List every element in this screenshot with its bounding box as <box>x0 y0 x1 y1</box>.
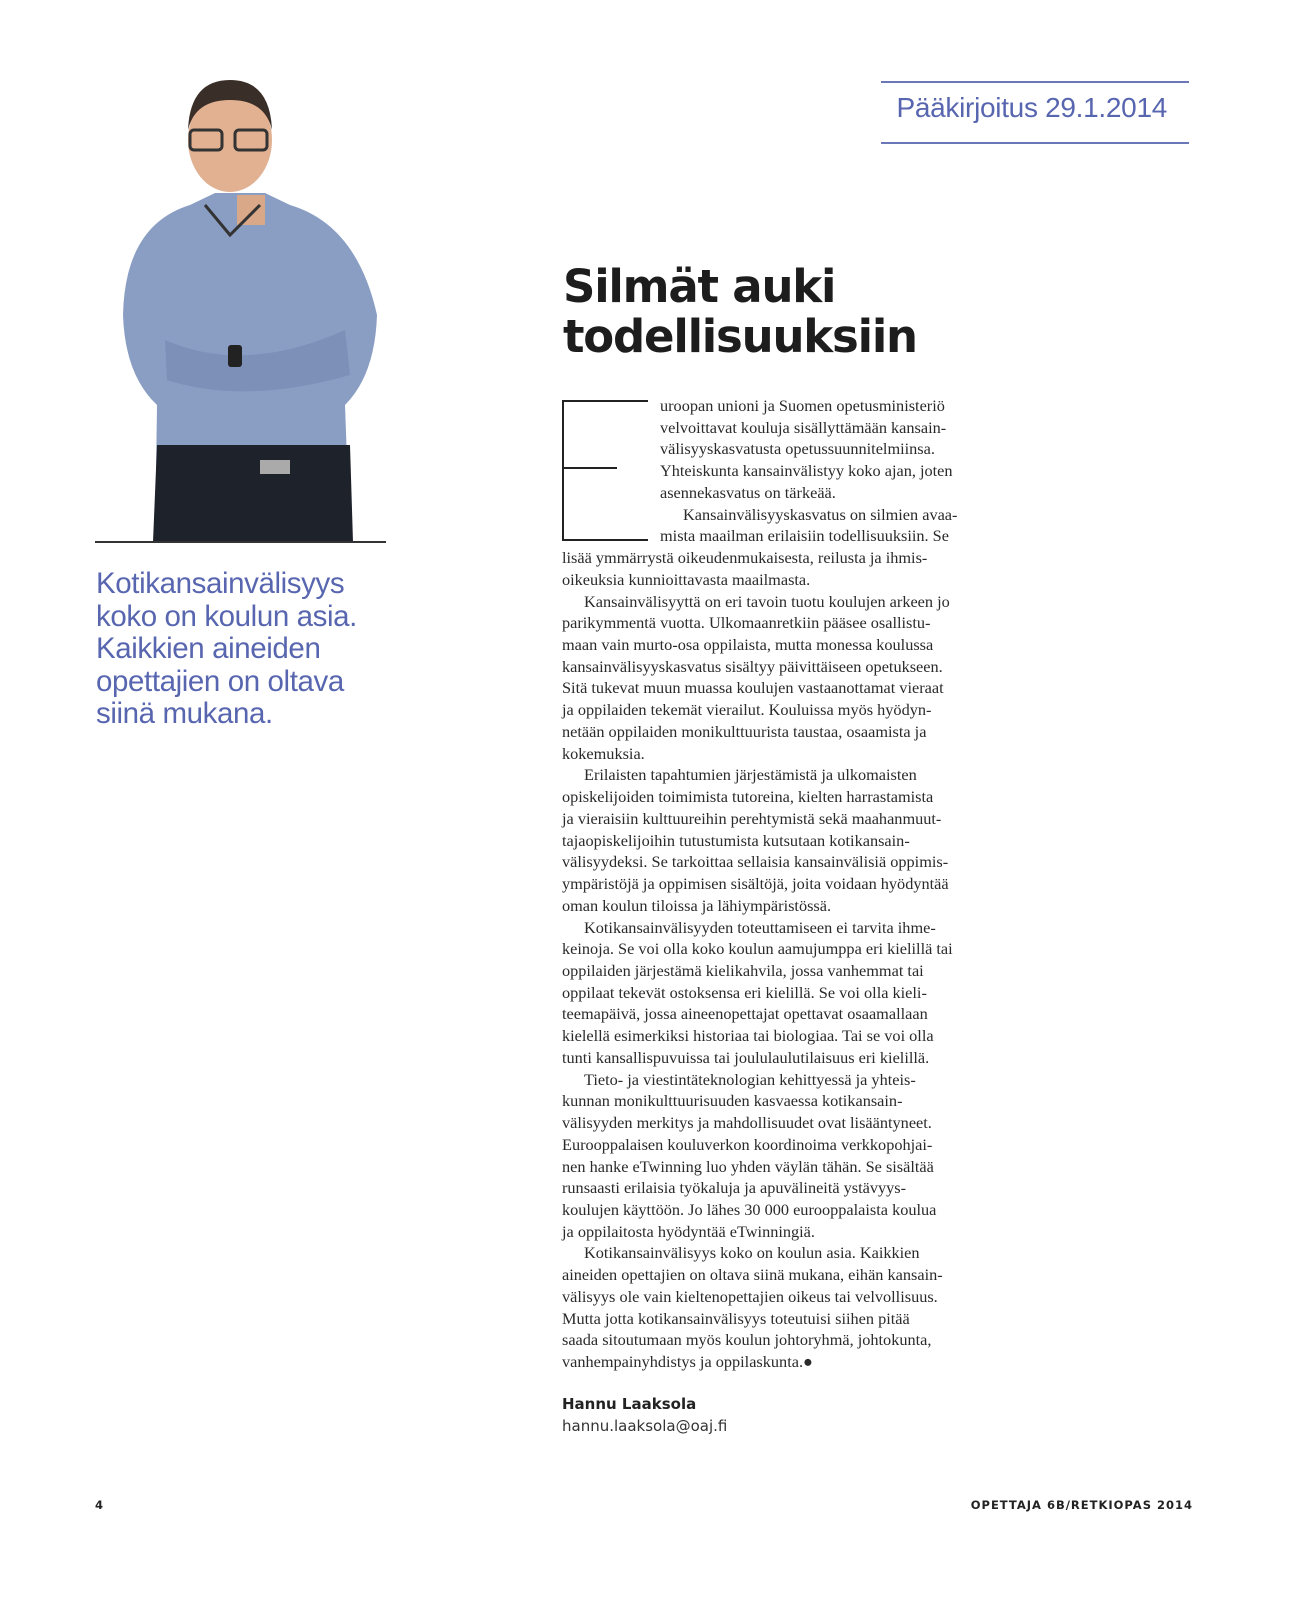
pull-quote <box>96 568 357 731</box>
body-line: Kotikansainvälisyyden toteuttamiseen ei tarvita ihme- <box>584 917 936 937</box>
pull-quote-line: Kaikkien aineiden <box>96 632 321 666</box>
body-line: Eurooppalaisen kouluverkon koordinoima verkkopohjai- <box>562 1134 933 1154</box>
body-line: kansainvälisyyskasvatus sisältyy päivittäiseen opetukseen. <box>562 656 943 676</box>
body-line: aineiden opettajien on oltava siinä mukana, eihän kansain- <box>562 1265 943 1285</box>
author-name: Hannu Laaksola <box>562 1395 697 1413</box>
body-line: netään oppilaiden monikulttuurista taustaa, osaamista ja <box>562 721 927 741</box>
body-line: ympäristöjä ja oppimisen sisältöjä, joita voidaan hyödyntää <box>562 874 949 894</box>
body-line: vanhempainyhdistys ja oppilaskunta.● <box>562 1352 813 1372</box>
section-kicker: Pääkirjoitus 29.1.2014 <box>896 92 1167 123</box>
body-line: välisyydeksi. Se tarkoittaa sellaisia kansainvälisiä oppimis- <box>562 852 949 872</box>
author-photo <box>95 75 386 542</box>
body-line: oppilaiden järjestämä kielikahvila, jossa vanhemmat tai <box>562 960 924 980</box>
body-line: välisyys ole vain kieltenopettajien oikeus tai velvollisuus. <box>562 1286 938 1306</box>
body-line: lisää ymmärrystä oikeudenmukaisesta, reilusta ja ihmis- <box>562 548 928 568</box>
body-line: koulujen käyttöön. Jo lähes 30 000 eurooppalaista koulua <box>562 1200 937 1219</box>
author-email[interactable]: hannu.laaksola@oaj.fi <box>562 1417 728 1435</box>
body-line: tunti kansallispuvuissa tai joululaulutilaisuus eri kielillä. <box>562 1047 930 1067</box>
body-line: välisyyden merkitys ja mahdollisuudet ovat lisääntyneet. <box>562 1113 932 1133</box>
body-line: tajaopiskelijoihin tutustumista kutsutaan kotikansain- <box>562 830 910 850</box>
body-line: oikeuksia kunnioittavasta maailmasta. <box>562 569 811 589</box>
body-line: parikymmentä vuotta. Ulkomaanretkiin pääsee osallistu- <box>562 613 931 633</box>
body-line: Mutta jotta kotikansainvälisyys toteutuisi siihen pitää <box>562 1308 910 1328</box>
kicker-bottom-rule <box>881 142 1189 144</box>
page-number: 4 <box>95 1498 105 1512</box>
body-line: Kansainvälisyyskasvatus on silmien avaa- <box>683 504 958 524</box>
body-line: kunnan monikulttuurisuuden kasvaessa kotikansain- <box>562 1091 903 1111</box>
body-line: Sitä tukevat muun muassa koulujen vastaanottamat vieraat <box>562 678 944 698</box>
body-line: runsaasti erilaisia työkaluja ja apuvälineitä ystävyys- <box>562 1178 907 1198</box>
body-line: Kansainvälisyyttä on eri tavoin tuotu koulujen arkeen jo <box>584 591 950 611</box>
body-line: ja oppilaiden tekemät vierailut. Kouluissa myös hyödyn- <box>562 700 932 720</box>
body-line: asennekasvatus on tärkeää. <box>660 482 836 502</box>
body-line: uroopan unioni ja Suomen opetusministeriö <box>660 396 945 415</box>
pull-quote-line: siinä mukana. <box>96 697 273 731</box>
body-line: teemapäivä, jossa aineenopettajat opettavat osaamallaan <box>562 1004 928 1024</box>
body-line: oman koulun tiloissa ja lähiympäristössä. <box>562 895 832 915</box>
body-line: Tieto- ja viestintäteknologian kehittyessä ja yhteis- <box>584 1069 916 1089</box>
pull-quote-line: Kotikansainvälisyys <box>96 567 345 600</box>
body-line: oppilaat tekevät ostoksensa eri kielillä. Se voi olla kieli- <box>562 982 927 1002</box>
body-line: keinoja. Se voi olla koko koulun aamujumppa eri kielillä tai <box>562 939 953 959</box>
body-line: opiskelijoiden toimimista tutoreina, kielten harrastamista <box>562 787 934 807</box>
pull-quote-line: opettajien on oltava <box>96 664 344 698</box>
photo-rule <box>95 541 386 543</box>
body-line: ja vieraisiin kulttuureihin perehtymistä sekä maahanmuut- <box>562 808 942 828</box>
kicker-top-rule <box>881 81 1189 83</box>
body-line: kokemuksia. <box>562 743 645 763</box>
body-line: kielellä esimerkiksi historiaa tai biologiaa. Tai se voi olla <box>562 1026 934 1046</box>
title-line: todellisuuksiin <box>563 310 917 363</box>
body-line: Yhteiskunta kansainvälistyy koko ajan, joten <box>660 461 953 481</box>
pull-quote-line: koko on koulun asia. <box>96 599 357 633</box>
body-line: Erilaisten tapahtumien järjestämistä ja ulkomaisten <box>584 765 917 785</box>
body-line: välisyyskasvatusta opetussuunnitelmiinsa. <box>660 439 935 459</box>
article-title <box>563 262 917 362</box>
body-line: Kotikansainvälisyys koko on koulun asia. Kaikkien <box>584 1243 920 1263</box>
body-line: saada sitoutumaan myös koulun johtoryhmä, johtokunta, <box>562 1330 932 1350</box>
publication-name: OPETTAJA 6B/RETKIOPAS 2014 <box>970 1498 1193 1512</box>
body-line: ja oppilaitosta hyödyntää eTwinningiä. <box>562 1221 815 1241</box>
body-line: maan vain murto-osa oppilaista, mutta monessa koulussa <box>562 635 934 655</box>
body-line: nen hanke eTwinning luo yhden väylän tähän. Se sisältää <box>562 1156 934 1176</box>
body-line: velvoittavat kouluja sisällyttämään kansain- <box>660 417 947 437</box>
body-line: mista maailman erilaisiin todellisuuksiin. Se <box>660 526 949 546</box>
title-line: Silmät auki <box>563 260 836 313</box>
